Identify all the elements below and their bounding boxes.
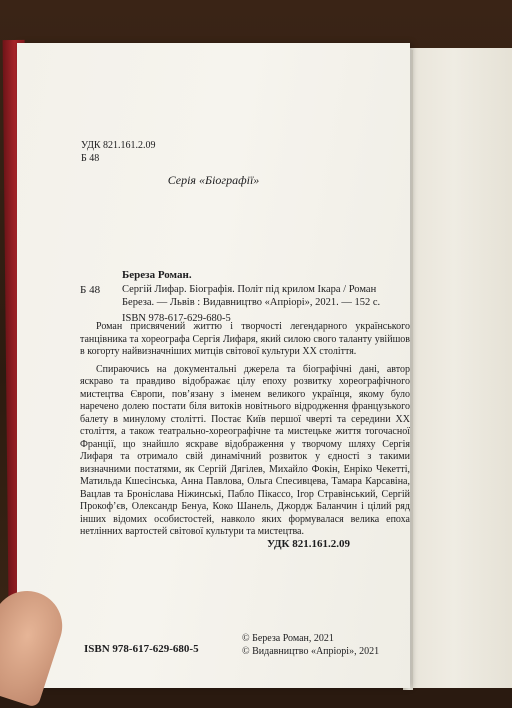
copyright-block (242, 632, 379, 658)
catalog-block (81, 139, 156, 165)
isbn-bottom: ISBN 978-617-629-680-5 (84, 643, 199, 655)
copyright-publisher: © Видавництво «Апріорі», 2021 (242, 646, 380, 657)
abstract (80, 321, 410, 539)
facing-page (410, 48, 512, 688)
abstract-paragraph-2: Спираючись на документальні джерела та біографічні дані, автор яскраво та правдиво відображає цілу епоху розвитку хореографічного мистецтва Європи, пов’язану з іменем великого українця, якому було наречено долею постати біля витоків новітнього відродження французького балету в минулому столітті. Постає Київ першої чверті та середини ХХ століття, а також театрально-хореографічне та мистецьке життя тогочасної Франції, що знайшло яскраве відображення у творчому шляху Сергія Лифаря та отримало свій динамічний розвиток у єдності з такими визначними постатями, як Сергій Дягілев, Михайло Фокін, Енріко Чекетті, Матильда Кшесінська, Анна Павлова, Ольга Спесивцева, Тамара Карсавіна, Вацлав та Броніслава Ніжинські, Пабло Пікассо, Ігор Стравінський, Сергій Прокоф’єв, Олександр Бенуа, Коко Шанель, Джордж Баланчин і цілий ряд інших відомих особистостей, навколо яких формувалася велика епоха нетлінних вартостей світової культури та мистецтва. (80, 363, 410, 537)
bib-code: Б 48 (80, 284, 101, 296)
bib-description: Сергій Лифар. Біографія. Політ під крилом Ікара / Роман Береза. — Львів : Видавництво «Апріорі», 2021. — 152 с. (122, 284, 381, 308)
catalog-code: Б 48 (81, 153, 100, 164)
series-title: Серія «Біографії» (167, 173, 260, 187)
abstract-paragraph-1: Роман присвячений життю і творчості легендарного українського танцівника та хореографа Сергія Лифаря, який силою свого таланту увійшов в когорту найвизначніших митців світової культури ХХ століття. (80, 321, 410, 357)
bib-isbn: ISBN 978-617-629-680-5 (122, 313, 231, 324)
bib-author: Береза Роман. (122, 269, 192, 281)
udk-bottom: УДК 821.161.2.09 (267, 538, 351, 550)
imprint-page (17, 43, 410, 688)
udk-code: УДК 821.161.2.09 (81, 140, 156, 151)
copyright-author: © Береза Роман, 2021 (242, 633, 334, 644)
